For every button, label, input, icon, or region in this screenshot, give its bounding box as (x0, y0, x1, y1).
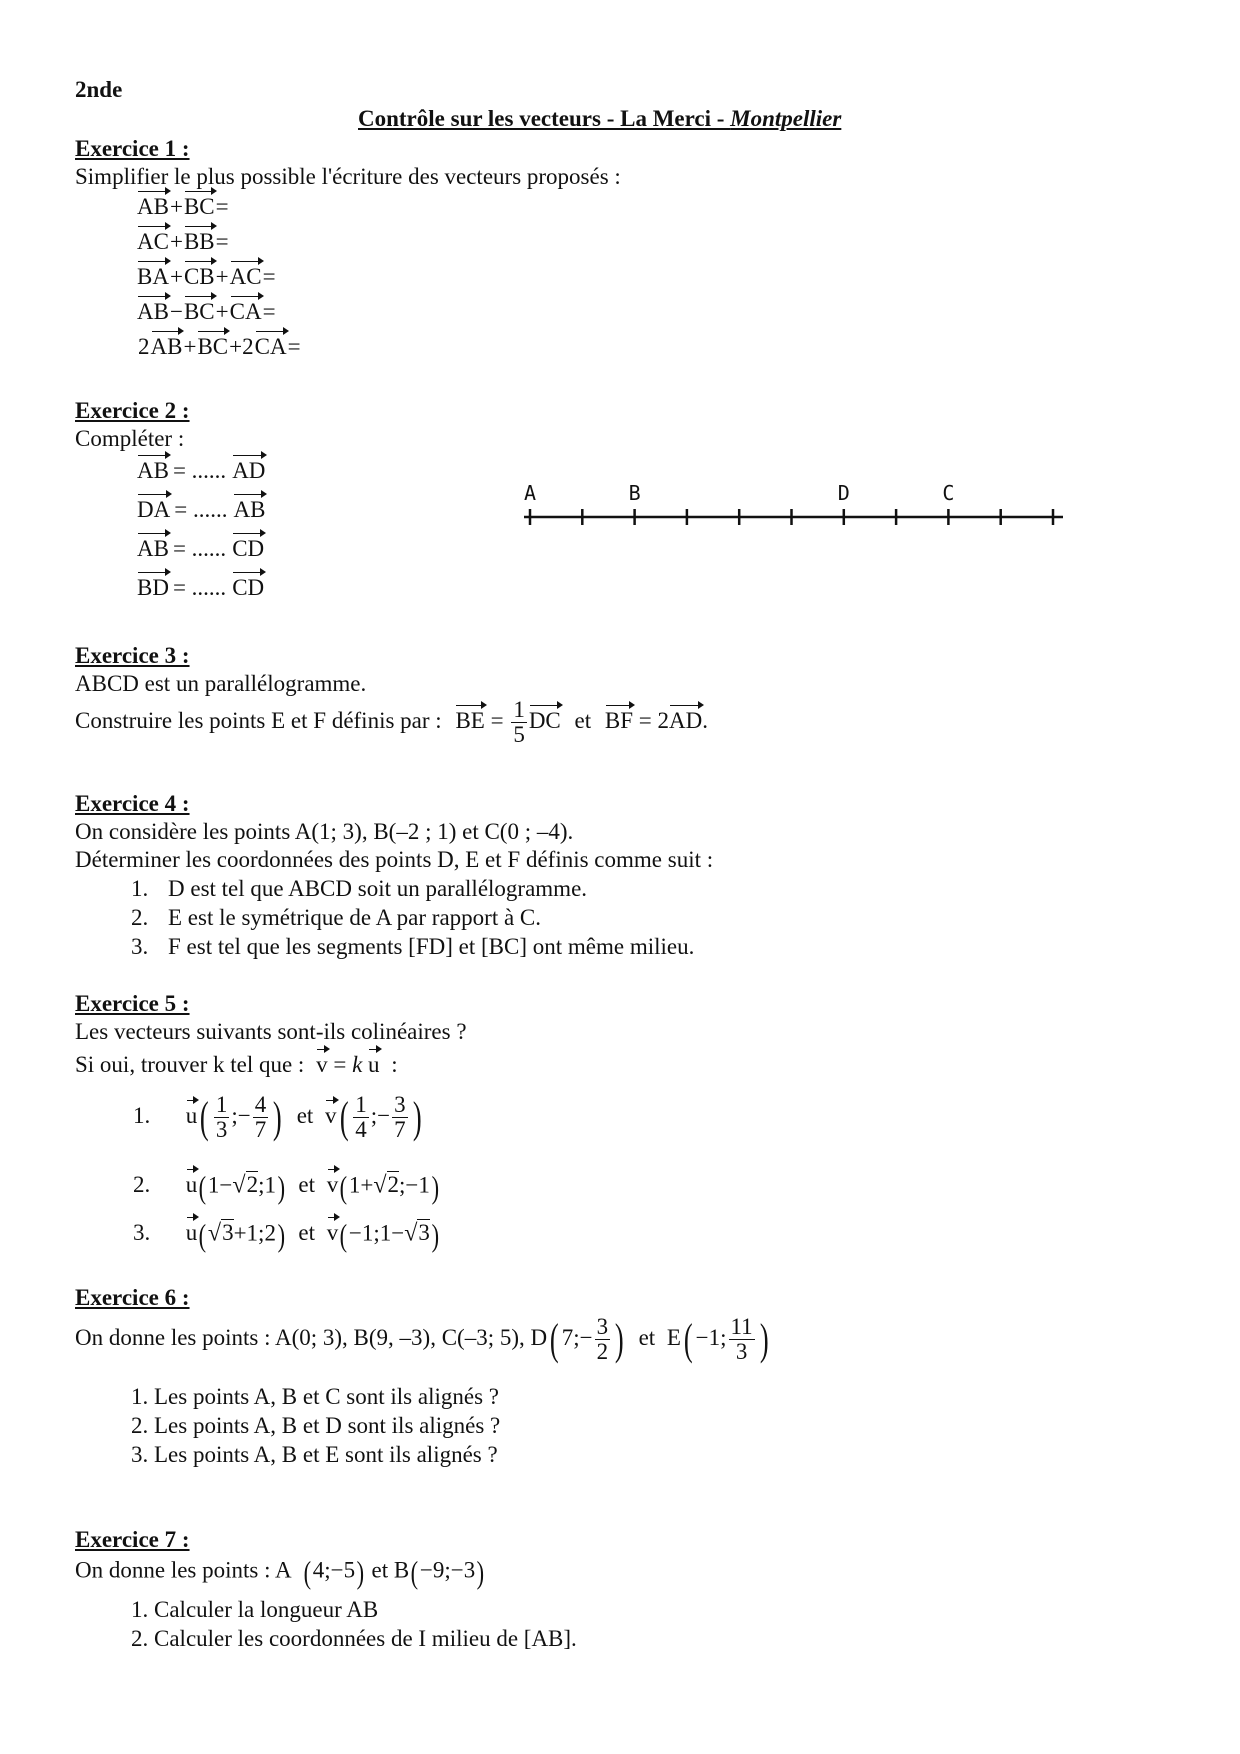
level-label: 2nde (75, 77, 123, 102)
vector-term: AB (137, 299, 169, 324)
expr-part: ;1 (258, 1172, 276, 1198)
fraction-den: 3 (735, 1339, 748, 1365)
expr-part: 1+ (348, 1172, 374, 1198)
ex5-colon: : (391, 1052, 398, 1077)
expr-part: 7;− (561, 1324, 593, 1350)
ex5-heading: Exercice 5 : (75, 991, 190, 1016)
ex2-instruction: Compléter : (75, 426, 185, 451)
ex3-prefix: Construire les points E et F définis par : (75, 707, 442, 733)
ex1-expression (137, 228, 230, 256)
vector-term: CA (254, 334, 287, 359)
ex6-points-line: On donne les points : A(0; 3), B(9, –3), C(–3; 5), D( 7;− $\frac{3}{2}$ ) et E( −1; $\frac{11}{3}$ ) (75, 1314, 769, 1365)
page-title (358, 105, 841, 133)
radicand: 3 (418, 1220, 430, 1246)
operator: = (215, 229, 229, 254)
page-title-city: Montpellier (730, 106, 842, 131)
ex2-equation (137, 457, 265, 485)
list-number: 1. (131, 876, 149, 901)
radicand: 2 (246, 1172, 259, 1198)
ex1-expression (137, 298, 277, 326)
ex4-list-item (131, 904, 541, 932)
ex6-et: et (638, 1324, 656, 1350)
point-d-label: D (530, 1324, 548, 1350)
ex5-line2 (75, 1051, 398, 1079)
blank: = ...... (174, 497, 228, 522)
ex5-line2-prefix: Si oui, trouver k tel que : (75, 1052, 305, 1077)
ex7-question: 1. Calculer la longueur AB (131, 1597, 379, 1622)
ex1-instruction: Simplifier le plus possible l'écriture des vecteurs proposés : (75, 164, 621, 189)
operator: + (215, 299, 229, 324)
vector-left: DA (137, 497, 171, 522)
vector-left: AB (137, 458, 169, 483)
list-text: F est tel que les segments [FD] et [BC] ont même milieu. (168, 934, 695, 959)
vector-v: v (316, 1052, 328, 1077)
fraction-den: 4 (355, 1117, 367, 1143)
ex5-item2-et: et (298, 1172, 315, 1198)
fraction-den: 3 (215, 1117, 228, 1143)
vector-term: AB (150, 334, 183, 359)
ex2-equation (137, 535, 264, 563)
expr-part: −1; (695, 1324, 727, 1350)
radicand: 2 (387, 1172, 400, 1198)
vector-bf: BF (604, 707, 634, 733)
ex3-heading: Exercice 3 : (75, 643, 190, 668)
expr-part: 1− (207, 1172, 233, 1198)
number-line-point-label: B (628, 481, 641, 505)
vector-be: BE (455, 707, 485, 733)
ex5-k: k (352, 1052, 363, 1077)
list-text: E est le symétrique de A par rapport à C. (168, 905, 542, 930)
operator: + (169, 264, 183, 289)
fraction-num: 3 (394, 1092, 406, 1117)
vector-term: CB (183, 264, 215, 289)
operator: = (287, 334, 301, 359)
fraction-den: 5 (513, 722, 525, 748)
ex5-item2: 2. u(1−√2;1) et v(1+√2;−1) (133, 1169, 439, 1205)
ex5-item2-num: 2. (133, 1172, 151, 1198)
fraction-den: 2 (596, 1339, 609, 1365)
ex7-prefix: On donne les points : A (75, 1557, 291, 1583)
ex7-heading: Exercice 7 : (75, 1527, 190, 1552)
list-number: 2. (131, 905, 149, 930)
fraction (729, 1315, 755, 1364)
vector-u: u (185, 1102, 198, 1128)
ex4-line1: On considère les points A(1; 3), B(–2 ; 1) et C(0 ; –4). (75, 819, 574, 844)
ex5-item1-num: 1. (133, 1102, 151, 1128)
fraction-num: 3 (596, 1314, 609, 1339)
ex7-et-b: et B (371, 1557, 410, 1583)
ex2-equation (137, 574, 264, 602)
vector-u: u (368, 1052, 380, 1077)
page-title-main: Contrôle sur les vecteurs - La Merci - (358, 106, 731, 131)
vector-u: u (185, 1172, 198, 1198)
vector-term: CA (229, 299, 262, 324)
fraction (253, 1093, 269, 1142)
vector-v: v (325, 1102, 337, 1128)
ex4-list-item (131, 933, 694, 961)
ex6-question: 2. Les points A, B et D sont ils alignés ? (131, 1413, 501, 1438)
fraction-num: 1 (215, 1092, 228, 1117)
fraction-den: 7 (254, 1117, 267, 1143)
ex3-line1: ABCD est un parallélogramme. (75, 671, 367, 696)
ex7-question: 2. Calculer les coordonnées de I milieu de [AB]. (131, 1626, 577, 1651)
number-line (520, 478, 1080, 538)
vector-right: AB (233, 497, 266, 522)
radicand: 3 (222, 1220, 234, 1246)
operator: − (169, 299, 183, 324)
ex1-expression (137, 263, 277, 291)
ex6-prefix: On donne les points : A(0; 3), B(9, –3), C(–3; 5), (75, 1324, 525, 1350)
point-e-label: E (666, 1324, 681, 1350)
vector-u: u (185, 1220, 198, 1246)
number-line-point-label: C (942, 481, 955, 505)
operator: + (169, 194, 183, 219)
blank: = ...... (172, 536, 227, 561)
ex6-question: 3. Les points A, B et E sont ils alignés ? (131, 1442, 498, 1467)
blank: = ...... (172, 458, 227, 483)
expr-part: ;−1 (399, 1172, 430, 1198)
ex3-eq: = (490, 707, 504, 733)
expr-part: −1;1− (348, 1220, 405, 1246)
point-b-coords: −9;−3 (419, 1557, 476, 1583)
ex5-line1: Les vecteurs suivants sont-ils colinéaires ? (75, 1019, 467, 1044)
fraction-num: 4 (254, 1092, 267, 1117)
ex5-item3: 3. u(√3+1;2) et v(−1;1−√3) (133, 1217, 439, 1253)
separator: ;− (231, 1102, 251, 1128)
vector-left: BD (137, 575, 169, 600)
ex2-equation (137, 496, 265, 524)
ex1-expression (137, 193, 230, 221)
fraction (392, 1093, 408, 1142)
vector-term: AC (137, 229, 169, 254)
fraction-num: 1 (355, 1092, 367, 1117)
fraction-num: 11 (730, 1314, 753, 1339)
point-a-coords: 4;−5 (312, 1557, 356, 1583)
ex1-expression (137, 333, 302, 361)
ex2-heading: Exercice 2 : (75, 398, 190, 423)
vector-term: BC (183, 299, 215, 324)
ex3-fraction (511, 698, 527, 747)
ex3-et: et (574, 707, 592, 733)
ex5-item3-num: 3. (133, 1220, 151, 1246)
fraction (595, 1315, 611, 1364)
vector-v: v (326, 1172, 339, 1198)
fraction (214, 1093, 230, 1142)
vector-right: CD (232, 536, 265, 561)
ex1-heading: Exercice 1 : (75, 136, 190, 161)
ex4-heading: Exercice 4 : (75, 791, 190, 816)
vector-term: BC (183, 194, 215, 219)
ex7-points-line: On donne les points : A (4;−5) et B(−9;−3) (75, 1554, 485, 1590)
list-text: D est tel que ABCD soit un parallélogramme. (168, 876, 588, 901)
ex5-eq: = (333, 1052, 347, 1077)
operator: = (262, 264, 276, 289)
ex3-eq2: = 2 (638, 707, 669, 733)
operator: + (183, 334, 197, 359)
number-line-point-label: D (837, 481, 850, 505)
fraction (353, 1093, 369, 1142)
ex3-construct-line (75, 698, 708, 747)
operator: = (262, 299, 276, 324)
ex5-item1-et: et (296, 1102, 314, 1128)
vector-term: BB (183, 229, 215, 254)
vector-dc: DC (528, 707, 561, 733)
ex6-question: 1. Les points A, B et C sont ils alignés ? (131, 1384, 499, 1409)
expr-part: +1;2 (233, 1220, 276, 1246)
fraction-den: 7 (394, 1117, 406, 1143)
vector-ad: AD (669, 707, 703, 733)
operator: + (215, 264, 229, 289)
operator: + (169, 229, 183, 254)
vector-v: v (326, 1220, 339, 1246)
fraction-num: 1 (513, 697, 525, 722)
ex5-item3-et: et (298, 1220, 315, 1246)
operator: 2 (138, 334, 150, 359)
ex3-end: . (702, 707, 708, 733)
vector-right: AD (232, 458, 266, 483)
vector-term: BC (197, 334, 229, 359)
vector-term: AB (137, 194, 169, 219)
separator: ;− (370, 1102, 391, 1128)
operator: +2 (229, 334, 254, 359)
list-number: 3. (131, 934, 149, 959)
blank: = ...... (172, 575, 227, 600)
operator: = (215, 194, 229, 219)
vector-term: AC (229, 264, 262, 289)
ex6-heading: Exercice 6 : (75, 1285, 190, 1310)
number-line-point-label: A (524, 481, 537, 505)
ex4-list-item (131, 875, 587, 903)
vector-right: CD (232, 575, 265, 600)
ex5-item1: 1. u( $\frac{1}{3}$ ;− $\frac{4}{7}$ ) et v( $\frac{1}{4}$ ;− $\frac{3}{7}$ ) (133, 1092, 422, 1143)
vector-left: AB (137, 536, 169, 561)
ex4-line2: Déterminer les coordonnées des points D, E et F définis comme suit : (75, 847, 714, 872)
vector-term: BA (137, 264, 169, 289)
